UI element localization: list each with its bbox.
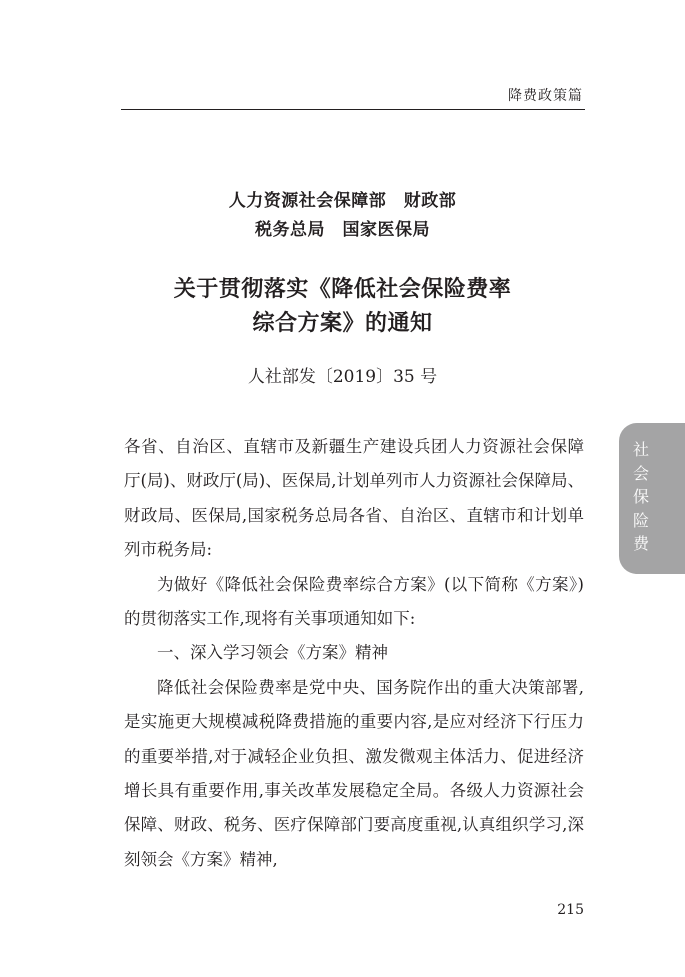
running-head: 降费政策篇 (508, 88, 583, 104)
document-title-line-1: 关于贯彻落实《降低社会保险费率 (173, 276, 512, 302)
header-rule (121, 109, 585, 110)
paragraph-addressees: 各省、自治区、直辖市及新疆生产建设兵团人力资源社会保障厅(局)、财政厅(局)、医保局,计划单列市人力资源社会保障局、财政局、医保局,国家税务总局各省、自治区、直辖市和计划单列市税务局: (124, 437, 584, 560)
issuer-line-1: 人力资源社会保障部 财政部 (228, 191, 457, 211)
page-number: 215 (557, 902, 584, 918)
body-text (124, 430, 584, 877)
section-heading-1: 一、深入学习领会《方案》精神 (157, 643, 388, 663)
document-number: 人社部发〔2019〕35 号 (247, 367, 438, 387)
document-title-line-2: 综合方案》的通知 (252, 310, 433, 336)
paragraph-section-1: 降低社会保险费率是党中央、国务院作出的重大决策部署,是实施更大规模减税降费措施的重要内容,是应对经济下行压力的重要举措,对于减轻企业负担、激发微观主体活力、促进经济增长具有重要作用,事关改革发展稳定全局。各级人力资源社会保障、财政、税务、医疗保障部门要高度重视,认真组织学习,深刻领会《方案》精神, (124, 677, 584, 869)
side-tab-label: 社会保险费 (632, 440, 649, 553)
paragraph-intro: 为做好《降低社会保险费率综合方案》(以下简称《方案》)的贯彻落实工作,现将有关事项通知如下: (124, 574, 584, 629)
issuer-line-2: 税务总局 国家医保局 (255, 220, 430, 240)
